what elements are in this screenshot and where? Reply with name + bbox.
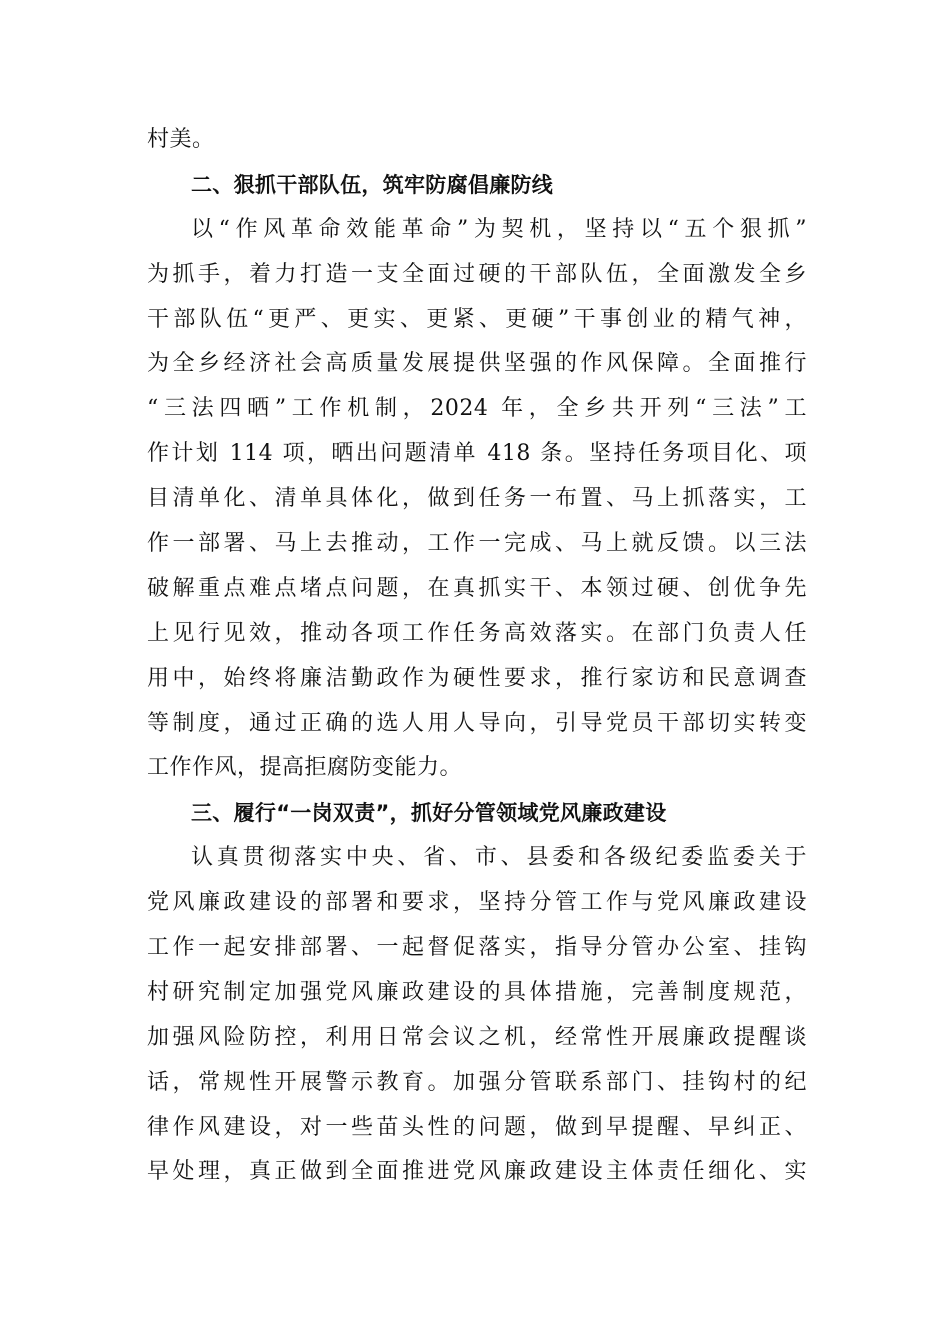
paragraph-line: 用中，始终将廉洁勤政作为硬性要求，推行家访和民意调查: [147, 665, 807, 691]
paragraph-line: 工作一起安排部署、一起督促落实，指导分管办公室、挂钩: [147, 935, 807, 961]
paragraph-line: 以“作风革命效能革命”为契机，坚持以“五个狠抓”: [191, 216, 807, 242]
paragraph-line: 早处理，真正做到全面推进党风廉政建设主体责任细化、实: [147, 1159, 807, 1185]
paragraph-line: 村美。: [147, 127, 215, 152]
paragraph-line: “三法四晒”工作机制，2024 年，全乡共开列“三法”工: [147, 396, 807, 422]
paragraph-line: 认真贯彻落实中央、省、市、县委和各级纪委监委关于: [191, 845, 807, 871]
paragraph-line: 干部队伍“更严、更实、更紧、更硬”干事创业的精气神，: [147, 306, 807, 332]
section-heading: 二、狠抓干部队伍，筑牢防腐倡廉防线: [191, 172, 554, 197]
section-heading: 三、履行“一岗双责”，抓好分管领域党风廉政建设: [191, 801, 667, 826]
paragraph-line: 目清单化、清单具体化，做到任务一布置、马上抓落实，工: [147, 486, 807, 512]
paragraph-line: 话，常规性开展警示教育。加强分管联系部门、挂钩村的纪: [147, 1069, 807, 1095]
document-body: [147, 118, 807, 1195]
paragraph-line: 党风廉政建设的部署和要求，坚持分管工作与党风廉政建设: [147, 890, 807, 916]
paragraph-line: 为抓手，着力打造一支全面过硬的干部队伍，全面激发全乡: [147, 261, 807, 287]
paragraph-line: 破解重点难点堵点问题，在真抓实干、本领过硬、创优争先: [147, 575, 807, 601]
paragraph-line: 律作风建设，对一些苗头性的问题，做到早提醒、早纠正、: [147, 1114, 807, 1140]
paragraph-line: 作计划 114 项，晒出问题清单 418 条。坚持任务项目化、项: [147, 441, 807, 467]
paragraph-line: 村研究制定加强党风廉政建设的具体措施，完善制度规范，: [147, 979, 807, 1005]
paragraph-line: 加强风险防控，利用日常会议之机，经常性开展廉政提醒谈: [147, 1024, 807, 1050]
paragraph-line: 等制度，通过正确的选人用人导向，引导党员干部切实转变: [147, 710, 807, 736]
paragraph-line: 作一部署、马上去推动，工作一完成、马上就反馈。以三法: [147, 531, 807, 557]
paragraph-line: 为全乡经济社会高质量发展提供坚强的作风保障。全面推行: [147, 351, 807, 377]
paragraph-line: 工作作风，提高拒腐防变能力。: [147, 755, 463, 781]
paragraph-line: 上见行见效，推动各项工作任务高效落实。在部门负责人任: [147, 620, 807, 646]
